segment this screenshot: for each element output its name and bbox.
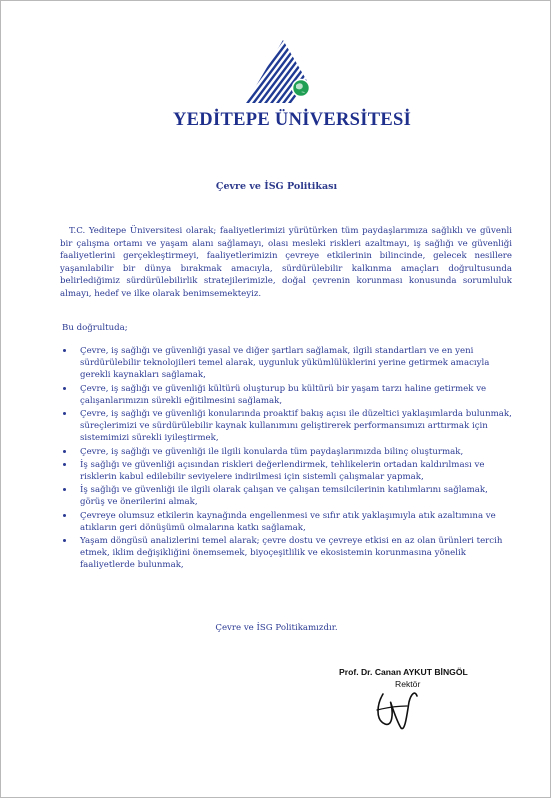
bullet-dot-icon (63, 412, 66, 415)
list-item: Çevre, iş sağlığı ve güvenliği konularında proaktif bakış açısı ile düzeltici yaklaşımlarda bulunmak, süreçlerimizi ve sürdürülebilir kaynak kullanımını geliştirerek performansımızı arttırmak için sistemimizi sürekli iyileştirmek, (61, 408, 513, 445)
list-item: Çevre, iş sağlığı ve güvenliği ile ilgili konularda tüm paydaşlarımızda bilinç oluşturmak, (61, 446, 513, 458)
list-item: Çevreye olumsuz etkilerin kaynağında engellenmesi ve sıfır atık yaklaşımıyla atık azaltımına ve atıkların geri dönüşümü olmalarına katkı sağlamak, (61, 510, 513, 534)
bullet-dot-icon (63, 514, 66, 517)
triangle-globe-logo-icon (245, 39, 321, 105)
handwritten-signature-icon (371, 684, 431, 734)
list-item: Çevre, iş sağlığı ve güvenliği yasal ve diğer şartları sağlamak, ilgili standartları ve en yeni sürdürülebilir teknolojileri temel alarak, uygunluk yükümlülüklerini yerine getirmek amacıyla gerekli kaynakları sağlamak, (61, 345, 513, 382)
document-title: Çevre ve İSG Politikası (215, 181, 338, 192)
list-item: Çevre, iş sağlığı ve güvenliği kültürü oluşturup bu kültürü bir yaşam tarzı haline getirmek ve çalışanlarımızın sürekli eğitilmesini sağlamak, (61, 383, 513, 407)
bullet-dot-icon (63, 387, 66, 390)
list-item: İş sağlığı ve güvenliği açısından riskleri değerlendirmek, tehlikelerin ortadan kaldırılması ve risklerin kabul edilebilir seviyelere indirilmesi için sistemli çalışmalar yapmak, (61, 459, 513, 483)
university-logo (173, 39, 412, 141)
bullet-dot-icon (63, 539, 66, 542)
intro-paragraph: T.C. Yeditepe Üniversitesi olarak; faaliyetlerimizi yürütürken tüm paydaşlarımıza sağlıklı ve güvenli bir çalışma ortamı ve yaşam alanı sağlamayı, olası mesleki riskleri azaltmayı, iş sağlığı ve güvenliği faaliyetlerini gerçekleştirmeyi, faaliyetlerimizin çevreye etkilerinin bilincinde, gelecek nesillere yaşanılabilir bir dünya bırakmak amacıyla, sürdürülebilir kalkınma amaçları doğrultusunda belirlediğimiz sürdürülebilirlik stratejilerimizle, doğal çevrenin korunması konusunda sorumluluk almayı, hedef ve ilke olarak benimsemekteyiz. (60, 226, 512, 299)
bullet-dot-icon (63, 488, 66, 491)
university-name: YEDİTEPE ÜNİVERSİTESİ (173, 110, 412, 130)
bullet-dot-icon (63, 463, 66, 466)
list-item: İş sağlığı ve güvenliği ile ilgili olarak çalışan ve çalışan temsilcilerinin katılımlarını sağlamak, görüş ve önerilerini almak, (61, 484, 513, 508)
signatory-name: Prof. Dr. Canan AYKUT BİNGÖL (339, 667, 468, 677)
lead-text: Bu doğrultuda; (62, 323, 128, 333)
bullet-dot-icon (63, 450, 66, 453)
policy-list (61, 345, 513, 573)
closing-line: Çevre ve İSG Politikamızdır. (215, 623, 338, 633)
bullet-dot-icon (63, 349, 66, 352)
signatory-role: Rektör (395, 679, 421, 689)
list-item: Yaşam döngüsü analizlerini temel alarak; çevre dostu ve çevreye etkisi en az olan ürünleri tercih etmek, iklim değişikliğini önemsemek, biyoçeşitlilik ve ekosistemin korunmasına yönelik faaliyetlerde bulunmak, (61, 535, 513, 572)
